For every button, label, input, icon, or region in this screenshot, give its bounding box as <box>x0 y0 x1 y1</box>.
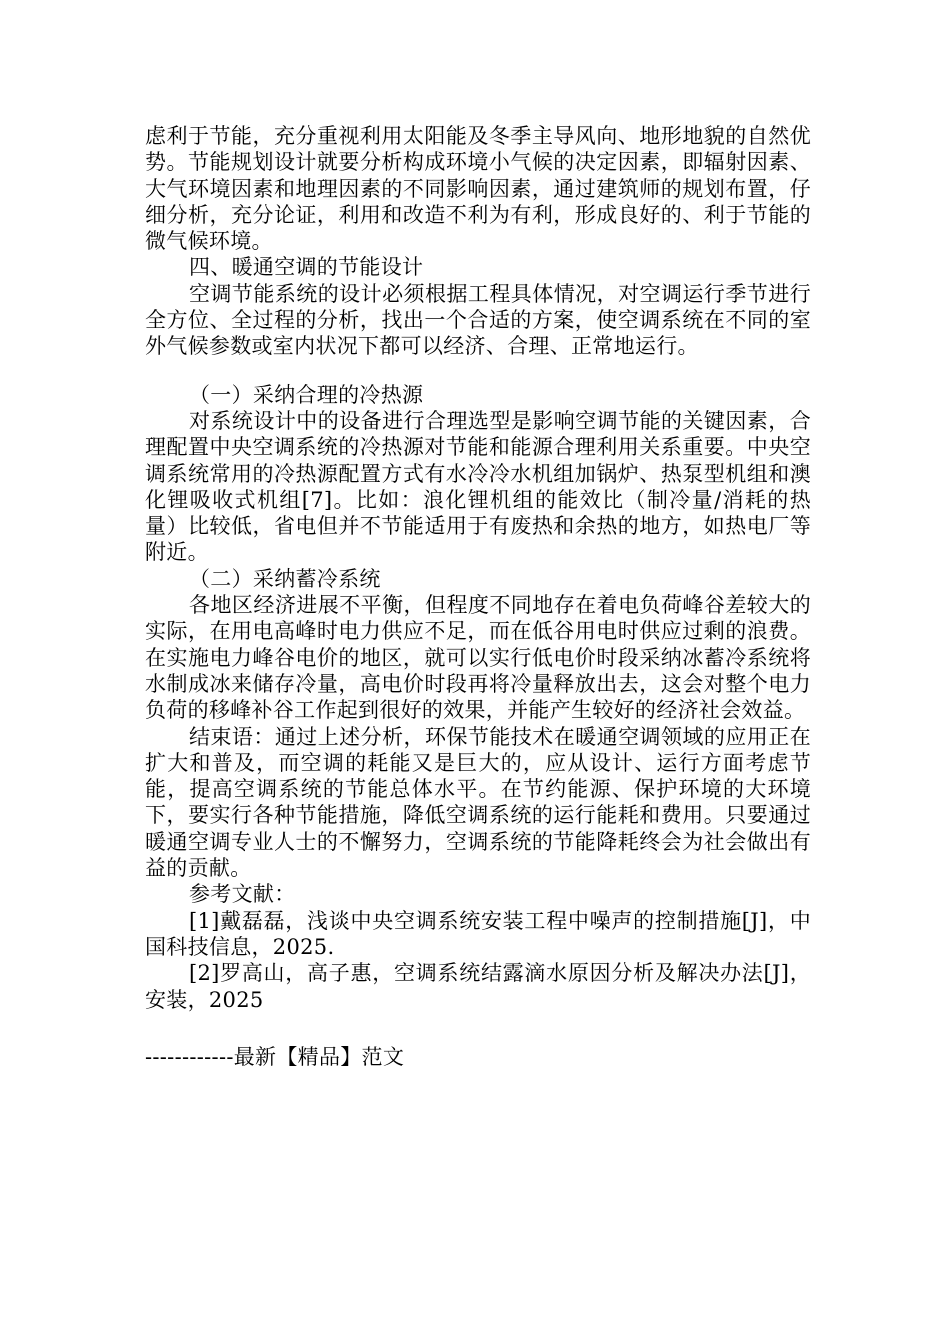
paragraph-hvac-design: 空调节能系统的设计必须根据工程具体情况，对空调运行季节进行全方位、全过程的分析，找出一个合适的方案，使空调系统在不同的室外气候参数或室内状况下都可以经济、合理、正常地运行。 <box>145 281 811 359</box>
reference-1: [1]戴磊磊，浅谈中央空调系统安装工程中噪声的控制措施[J]，中国科技信息，2025. <box>145 908 811 959</box>
subheading-heat-cold-source: （一）采纳合理的冷热源 <box>189 382 424 407</box>
section-heading-hvac-energy-saving: 四、暖通空调的节能设计 <box>189 255 424 280</box>
references-title: 参考文献： <box>189 882 296 907</box>
paragraph-cold-storage: 各地区经济进展不平衡，但程度不同地存在着电负荷峰谷差较大的实际，在用电高峰时电力供应不足，而在低谷用电时供应过剩的浪费。在实施电力峰谷电价的地区，就可以实行低电价时段采纳冰蓄冷系统将水制成冰来储存冷量，高电价时段再将冷量释放出去，这会对整个电力负荷的移峰补谷工作起到很好的效果，并能产生较好的经济社会效益。 <box>145 593 811 723</box>
paragraph-conclusion: 结束语：通过上述分析，环保节能技术在暖通空调领域的应用正在扩大和普及，而空调的耗能又是巨大的，应从设计、运行方面考虑节能，提高空调系统的节能总体水平。在节约能源、保护环境的大环境下，要实行各种节能措施，降低空调系统的运行能耗和费用。只要通过暖通空调专业人士的不懈努力，空调系统的节能降耗终会为社会做出有益的贡献。 <box>145 724 811 881</box>
paragraph-equipment-selection: 对系统设计中的设备进行合理选型是影响空调节能的关键因素，合理配置中央空调系统的冷热源对节能和能源合理利用关系重要。中央空调系统常用的冷热源配置方式有水冷冷水机组加锅炉、热泵型机组和澳化锂吸收式机组[7]。比如：浪化锂机组的能效比（制冷量/消耗的热量）比较低，省电但并不节能适用于有废热和余热的地方，如热电厂等附近。 <box>145 408 811 565</box>
footer-caption: ------------最新【精品】范文 <box>145 1045 405 1069</box>
subheading-cold-storage: （二）采纳蓄冷系统 <box>189 566 381 591</box>
document-body <box>145 123 811 1013</box>
reference-2: [2]罗高山，高子惠，空调系统结露滴水原因分析及解决办法[J]，安装，2025 <box>145 961 811 1012</box>
paragraph-intro-continued: 虑利于节能，充分重视利用太阳能及冬季主导风向、地形地貌的自然优势。节能规划设计就要分析构成环境小气候的决定因素，即辐射因素、大气环境因素和地理因素的不同影响因素，通过建筑师的规划布置，仔细分析，充分论证，利用和改造不利为有利，形成良好的、利于节能的微气候环境。 <box>145 124 811 254</box>
